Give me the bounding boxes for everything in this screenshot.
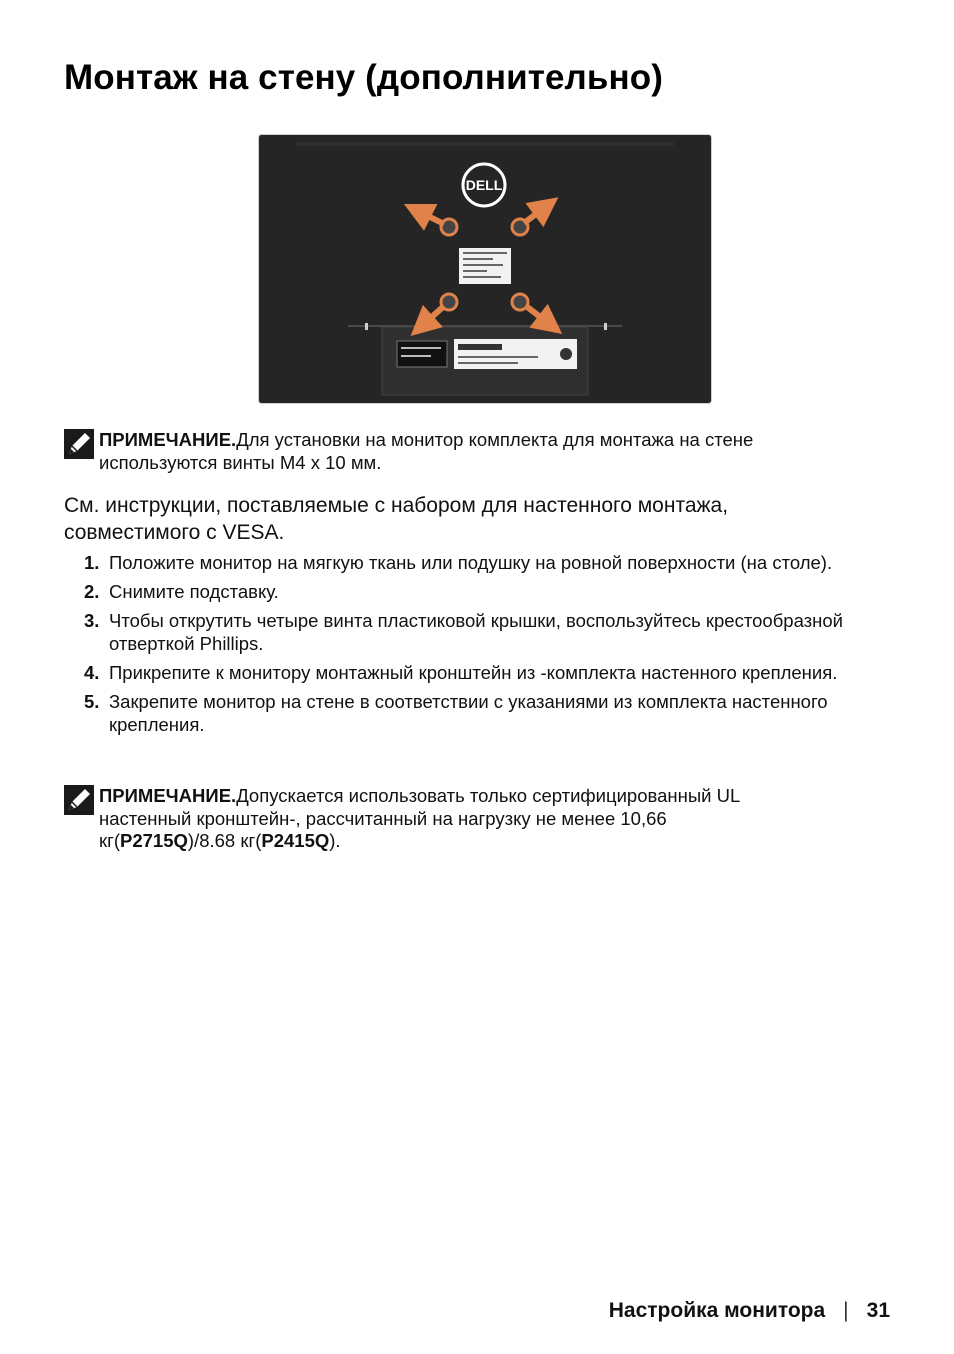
note-body: Допускается использовать только сертифицированный UL настенный кронштейн-, рассчитанный на нагрузку не менее 10,66 кг(	[99, 785, 740, 851]
list-item	[64, 690, 854, 736]
step-text: Прикрепите к монитору монтажный кронштейн из -комплекта настенного крепления.	[109, 662, 838, 683]
note-label: ПРИМЕЧАНИЕ.	[99, 785, 237, 806]
step-text: Снимите подставку.	[109, 581, 279, 602]
step-number: 4.	[84, 662, 100, 683]
intro-paragraph: См. инструкции, поставляемые с набором для настенного монтажа, совместимого с VESA.	[64, 494, 729, 544]
model-name: P2415Q	[261, 830, 330, 851]
step-number: 1.	[84, 552, 100, 573]
step-number: 5.	[84, 691, 100, 712]
step-text: Положите монитор на мягкую ткань или подушку на ровной поверхности (на столе).	[109, 552, 833, 573]
list-item	[64, 551, 854, 574]
pencil-note-icon	[64, 785, 94, 815]
model-name: P2715Q	[120, 830, 188, 851]
note-bracket	[64, 785, 804, 853]
steps-list	[64, 551, 854, 742]
list-item	[64, 661, 854, 684]
note-body: Для установки на монитор комплекта для монтажа на стене используются винты M4 x 10 мм.	[99, 429, 754, 473]
step-number: 3.	[84, 610, 100, 631]
list-item	[64, 580, 854, 603]
note-body: ).	[329, 830, 341, 851]
step-number: 2.	[84, 581, 100, 602]
footer-separator: |	[843, 1299, 849, 1322]
note-screws	[64, 429, 854, 474]
note-body: )/8.68 кг(	[187, 830, 262, 851]
step-text: Чтобы открутить четыре винта пластиковой крышки, воспользуйтесь крестообразной отверткой Phillips.	[109, 610, 843, 654]
list-item	[64, 609, 854, 655]
page-number: 31	[866, 1299, 890, 1322]
footer-section-title: Настройка монитора	[608, 1299, 826, 1322]
monitor-back-illustration	[258, 134, 712, 404]
svg-text:DELL: DELL	[465, 177, 503, 193]
page-title: Монтаж на стену (дополнительно)	[64, 58, 663, 97]
note-label: ПРИМЕЧАНИЕ.	[99, 429, 237, 450]
pencil-note-icon	[64, 429, 94, 459]
step-text: Закрепите монитор на стене в соответствии с указаниями из комплекта настенного крепления.	[109, 691, 828, 735]
page-footer	[609, 1299, 890, 1323]
